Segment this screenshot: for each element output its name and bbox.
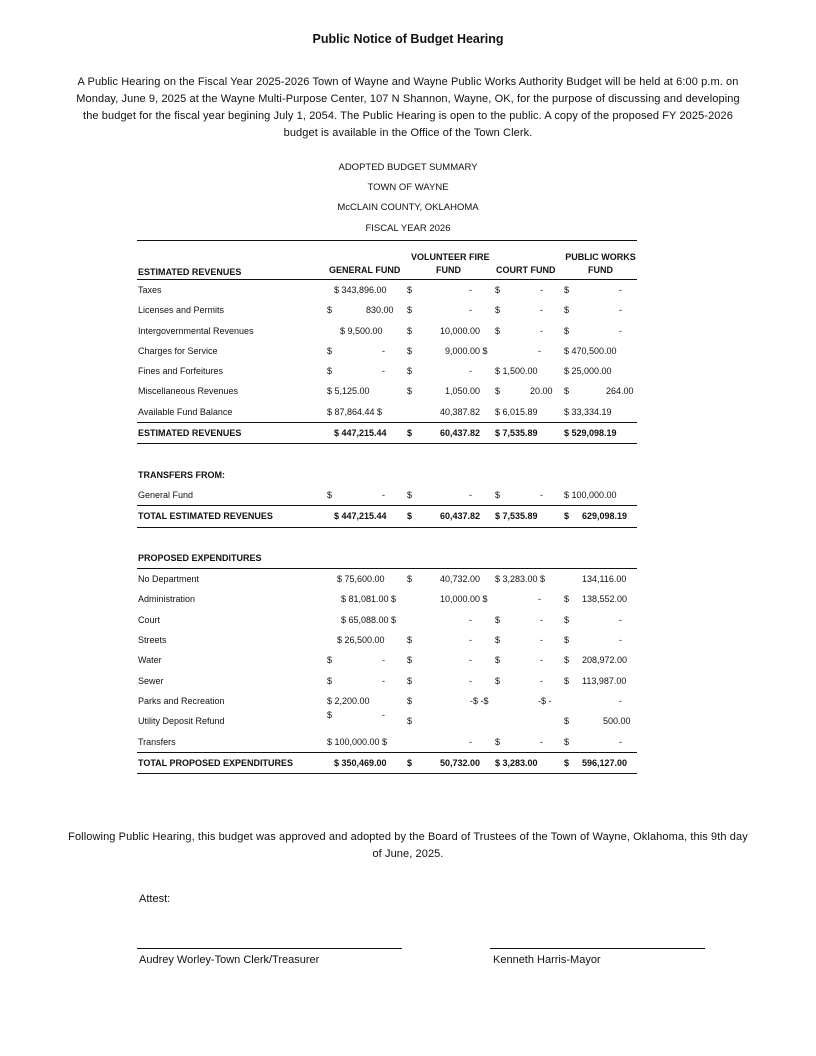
revenue-total	[137, 423, 637, 444]
row-cell: $	[564, 305, 570, 316]
row-label: Parks and Recreation	[138, 695, 225, 706]
signature-name-clerk: Audrey Worley-Town Clerk/Treasurer	[139, 954, 320, 966]
row-cell: 264.00	[606, 386, 634, 397]
row-cell: -	[540, 655, 543, 666]
row-cell: $	[407, 635, 413, 646]
row-cell: 134,116.00	[582, 574, 627, 585]
row-label: Administration	[138, 594, 196, 605]
table-header-row	[137, 240, 637, 280]
row-cell: $ 3,283.00	[495, 757, 538, 768]
row-cell: 40,732.00	[440, 574, 481, 585]
row-cell: $	[407, 757, 413, 768]
row-cell: -	[538, 594, 541, 605]
expenditure-row	[137, 569, 637, 589]
column-header-general: GENERAL FUND	[329, 265, 401, 275]
column-header-fire-line: VOLUNTEER FIRE	[411, 252, 490, 262]
row-cell: $	[495, 386, 501, 397]
row-label: Available Fund Balance	[138, 406, 233, 417]
row-cell: 9,000.00 $	[445, 345, 488, 356]
signature-name-mayor: Kenneth Harris-Mayor	[493, 954, 601, 966]
row-cell: -$ -	[538, 695, 552, 706]
row-cell: -	[382, 489, 385, 500]
row-cell: 138,552.00	[582, 594, 628, 605]
expenditure-row	[137, 630, 637, 650]
row-cell: $ 26,500.00	[337, 635, 385, 646]
revenue-total-row	[137, 423, 637, 444]
row-cell: $ 5,125.00	[327, 386, 370, 397]
row-cell: -	[469, 305, 472, 316]
row-cell: $	[564, 675, 570, 686]
row-cell: -	[469, 675, 472, 686]
row-cell: 10,000.00 $	[440, 594, 488, 605]
expenditures-heading-row	[137, 548, 637, 569]
row-cell: -	[382, 655, 385, 666]
row-cell: $ 9,500.00	[340, 325, 383, 336]
row-cell: $ 3,283.00 $	[495, 574, 546, 585]
total-revenues-row	[137, 506, 637, 527]
row-cell: 10,000.00	[440, 325, 481, 336]
row-cell: $ 2,200.00	[327, 695, 370, 706]
expenditure-row	[137, 691, 637, 711]
row-cell: -	[382, 710, 385, 721]
revenue-row	[137, 300, 637, 320]
row-cell: $	[407, 325, 413, 336]
transfer-row	[137, 485, 637, 506]
row-cell: $ 1,500.00	[495, 366, 538, 377]
row-cell: $	[495, 285, 501, 295]
row-cell: $	[407, 511, 413, 522]
row-cell: $	[407, 574, 413, 585]
row-cell: -	[540, 736, 543, 747]
row-cell: $	[495, 736, 501, 747]
row-cell: $	[564, 736, 570, 747]
row-cell: $	[495, 635, 501, 646]
transfer-rows	[137, 485, 637, 506]
row-cell: 20.00	[530, 386, 553, 397]
total-expenditures	[137, 753, 637, 774]
row-cell: $ 7,535.89	[495, 511, 538, 522]
summary-heading-line: FISCAL YEAR 2026	[365, 223, 451, 234]
row-cell: 60,437.82	[440, 428, 481, 439]
summary-heading-line: ADOPTED BUDGET SUMMARY	[338, 162, 478, 173]
row-cell: -	[619, 305, 622, 316]
row-cell: $	[407, 345, 413, 356]
row-cell: $	[564, 635, 570, 646]
expenditures-heading: PROPOSED EXPENDITURES	[138, 552, 262, 563]
row-label: Streets	[138, 635, 167, 646]
row-cell: -	[619, 635, 622, 646]
row-cell: 40,387.82	[440, 406, 481, 417]
row-cell: -	[469, 614, 472, 625]
row-cell: 50,732.00	[440, 757, 481, 768]
row-cell: $	[407, 428, 413, 439]
row-label: TOTAL PROPOSED EXPENDITURES	[138, 757, 294, 768]
column-header-fire	[411, 251, 490, 277]
row-cell: $	[327, 710, 333, 721]
row-cell: -	[382, 675, 385, 686]
row-cell: $	[564, 285, 570, 295]
row-cell: $	[564, 325, 570, 336]
row-cell: $ 447,215.44	[334, 511, 387, 522]
row-cell: $	[407, 366, 413, 377]
row-cell: $	[327, 366, 333, 377]
row-label: Charges for Service	[138, 345, 218, 356]
row-cell: $	[495, 305, 501, 316]
row-cell: -	[619, 736, 622, 747]
row-label: Court	[138, 614, 161, 625]
revenue-row	[137, 361, 637, 381]
row-label: Fines and Forfeitures	[138, 366, 224, 377]
row-cell: $ 100,000.00	[564, 489, 617, 500]
adoption-paragraph: Following Public Hearing, this budget was approved and adopted by the Board of Trustees of the Town of Wayne, Oklahoma, this 9th day of June, 2025.	[68, 831, 748, 860]
budget-table	[137, 240, 637, 774]
row-cell: $ 6,015.89	[495, 406, 538, 417]
row-cell: -	[540, 325, 543, 336]
row-cell: $	[495, 489, 501, 500]
row-cell: 208,972.00	[582, 655, 628, 666]
row-cell: -	[540, 675, 543, 686]
column-header-works-line: FUND	[588, 265, 613, 275]
total-expenditures-row	[137, 753, 637, 774]
row-cell: -	[382, 345, 385, 356]
row-label: Intergovernmental Revenues	[138, 325, 254, 336]
transfers-heading-row	[137, 465, 637, 485]
expenditure-row	[137, 732, 637, 753]
row-cell: -	[619, 285, 622, 295]
row-cell: $ 100,000.00 $	[327, 736, 388, 747]
row-cell: $ 529,098.19	[564, 428, 617, 439]
row-cell: $ 25,000.00	[564, 366, 612, 377]
expenditure-rows	[137, 569, 637, 753]
row-cell: $ 350,469.00	[334, 757, 387, 768]
row-cell: $	[495, 325, 501, 336]
column-header-fire-line: FUND	[436, 265, 461, 275]
notice-title: Public Notice of Budget Hearing	[312, 32, 504, 46]
intro-paragraph: A Public Hearing on the Fiscal Year 2025-2026 Town of Wayne and Wayne Public Works Authority Budget will be held at 6:00 p.m. on Monday, June 9, 2025 at the Wayne Multi-Purpose Center, 107 N Shannon, Wayne, OK, for the purpose of discussing and developing the budget for the fiscal year begining July 1, 2054. The Public Hearing is open to the public. A copy of the proposed FY 2025-2026 budget is available in the Office of the Town Clerk.	[76, 76, 740, 139]
row-cell: $ 75,600.00	[337, 574, 385, 585]
row-cell: $	[564, 511, 570, 522]
row-cell: -	[540, 489, 543, 500]
row-cell: $ 7,535.89	[495, 428, 538, 439]
row-cell: $ 447,215.44	[334, 428, 387, 439]
row-cell: $ 81,081.00 $	[341, 594, 397, 605]
row-cell: 60,437.82	[440, 511, 481, 522]
column-header-label: ESTIMATED REVENUES	[138, 267, 242, 277]
row-cell: -$ -$	[470, 695, 489, 706]
row-cell: -	[469, 489, 472, 500]
row-cell: $	[407, 386, 413, 397]
row-cell: $	[564, 386, 570, 397]
row-cell: -	[469, 366, 472, 377]
row-cell: $ 470,500.00	[564, 345, 617, 356]
row-cell: $	[564, 655, 570, 666]
column-header-court: COURT FUND	[496, 265, 556, 275]
signature-line-clerk	[137, 948, 402, 949]
row-cell: $	[564, 614, 570, 625]
attest-label: Attest:	[139, 893, 171, 905]
row-label: Water	[138, 655, 162, 666]
row-cell: 629,098.19	[582, 511, 628, 522]
row-cell: $	[407, 655, 413, 666]
row-label: Licenses and Permits	[138, 305, 225, 316]
row-cell: -	[538, 345, 541, 356]
row-cell: $	[407, 305, 413, 316]
row-cell: $	[407, 675, 413, 686]
revenue-row	[137, 341, 637, 361]
row-label: No Department	[138, 574, 200, 585]
row-cell: $	[327, 655, 333, 666]
expenditure-row	[137, 650, 637, 670]
revenue-row	[137, 321, 637, 341]
row-cell: $ 87,864.44 $	[327, 406, 383, 417]
row-cell: $	[327, 305, 333, 316]
summary-heading-line: TOWN OF WAYNE	[367, 182, 449, 193]
row-cell: -	[469, 635, 472, 646]
row-label: Miscellaneous Revenues	[138, 386, 239, 397]
row-cell: -	[619, 614, 622, 625]
expenditure-row	[137, 610, 637, 630]
revenue-row	[137, 280, 637, 300]
column-header-works	[564, 251, 637, 277]
row-cell: 596,127.00	[582, 757, 628, 768]
row-label: TOTAL ESTIMATED REVENUES	[138, 511, 273, 522]
row-label: Utility Deposit Refund	[138, 716, 225, 727]
row-cell: $	[327, 489, 333, 500]
row-label: ESTIMATED REVENUES	[138, 428, 242, 439]
expenditure-row	[137, 671, 637, 691]
row-cell: $	[495, 675, 501, 686]
revenue-rows	[137, 280, 637, 423]
row-cell: -	[382, 366, 385, 377]
row-cell: -	[619, 325, 622, 336]
expenditure-row	[137, 711, 637, 731]
row-label: General Fund	[138, 489, 194, 500]
row-cell: 830.00	[366, 305, 394, 316]
summary-heading-line: McCLAIN COUNTY, OKLAHOMA	[337, 202, 479, 213]
row-cell: 113,987.00	[582, 675, 627, 686]
row-cell: -	[469, 736, 472, 747]
signature-line-mayor	[490, 948, 705, 949]
row-cell: $	[407, 695, 413, 706]
row-cell: $	[495, 655, 501, 666]
transfers-heading: TRANSFERS FROM:	[138, 469, 225, 480]
row-cell: -	[540, 635, 543, 646]
row-cell: $	[407, 716, 413, 727]
revenue-row	[137, 381, 637, 401]
row-cell: $ 65,088.00 $	[341, 614, 397, 625]
row-cell: 1,050.00	[445, 386, 481, 397]
row-cell: $	[564, 716, 570, 727]
row-cell: $	[564, 757, 570, 768]
row-cell: $ 33,334.19	[564, 406, 612, 417]
row-cell: $	[495, 614, 501, 625]
total-revenues	[137, 506, 637, 527]
row-cell: $	[327, 675, 333, 686]
revenue-row	[137, 402, 637, 423]
row-label: Transfers	[138, 736, 176, 747]
row-cell: -	[469, 285, 472, 295]
expenditure-row	[137, 589, 637, 609]
row-cell: $ 343,896.00	[334, 285, 387, 295]
row-cell: -	[540, 305, 543, 316]
column-header-works-line: PUBLIC WORKS	[565, 252, 636, 262]
row-cell: -	[469, 655, 472, 666]
row-label: Taxes	[138, 285, 162, 295]
row-cell: $	[407, 489, 413, 500]
row-label: Sewer	[138, 675, 164, 686]
row-cell: 500.00	[603, 716, 631, 727]
row-cell: -	[540, 614, 543, 625]
row-cell: -	[540, 285, 543, 295]
row-cell: $	[327, 345, 333, 356]
row-cell: $	[564, 594, 570, 605]
row-cell: -	[619, 695, 622, 706]
row-cell: $	[407, 285, 413, 295]
